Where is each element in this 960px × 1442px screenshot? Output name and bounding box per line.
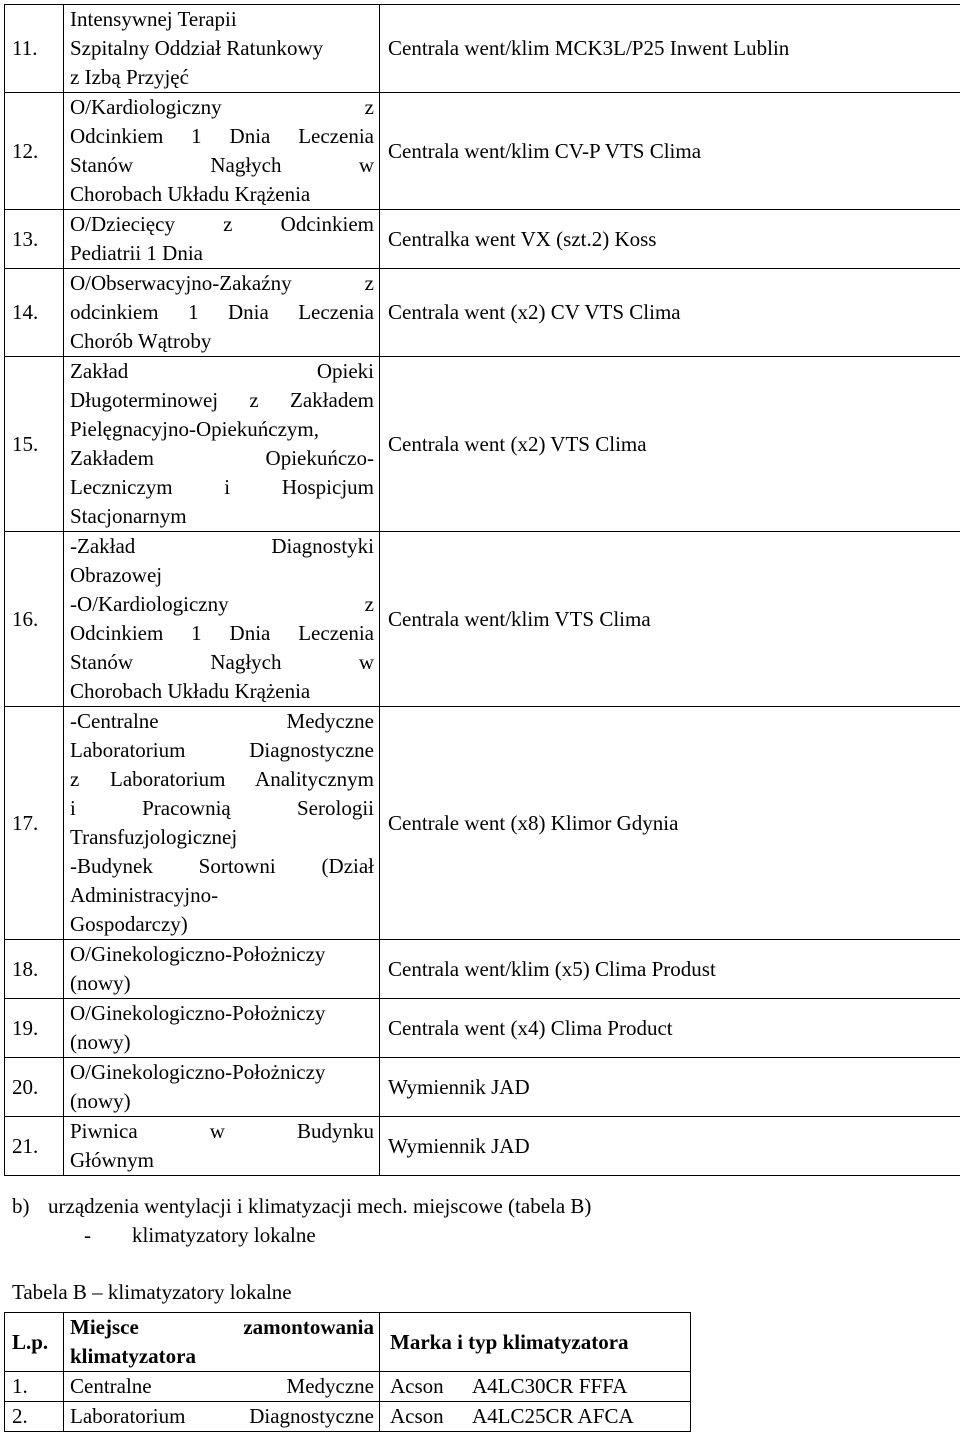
place-line: Szpitalny Oddział Ratunkowy xyxy=(70,36,324,60)
device-type: Centrala went/klim VTS Clima xyxy=(380,532,960,707)
table-row xyxy=(5,532,960,707)
device-type: Centrale went (x8) Klimor Gdynia xyxy=(380,707,960,940)
row-number: 15. xyxy=(5,357,64,532)
table-row xyxy=(5,1058,960,1117)
brand-name: Acson xyxy=(390,1374,444,1398)
place-line: -Centralne Medyczne xyxy=(70,709,374,733)
place-line: Leczniczym i Hospicjum xyxy=(70,475,374,499)
place-line: Pediatrii 1 Dnia xyxy=(70,241,203,265)
place-line: z Izbą Przyjęć xyxy=(70,65,189,89)
section-b-subitem xyxy=(12,1221,952,1250)
table-row xyxy=(5,707,960,940)
brand-name: Acson xyxy=(390,1404,444,1428)
row-number: 13. xyxy=(5,210,64,269)
row-number: 20. xyxy=(5,1058,64,1117)
place-line: Centralne Medyczne xyxy=(70,1374,374,1398)
place-line: O/Ginekologiczno-Położniczy xyxy=(70,1060,326,1084)
row-number: 17. xyxy=(5,707,64,940)
place-line: -O/Kardiologiczny z xyxy=(70,592,374,616)
device-type: Centrala went (x2) CV VTS Clima xyxy=(380,269,960,357)
section-b xyxy=(12,1192,952,1250)
section-heading-text: urządzenia wentylacji i klimatyzacji mech. miejscowe (tabela B) xyxy=(48,1194,592,1218)
row-number: 14. xyxy=(5,269,64,357)
column-header-brand: Marka i typ klimatyzatora xyxy=(380,1313,691,1372)
place-line: O/Obserwacyjno-Zakaźny z xyxy=(70,271,374,295)
installation-place xyxy=(64,1117,380,1176)
row-number: 12. xyxy=(5,93,64,210)
place-line: Transfuzjologicznej xyxy=(70,825,238,849)
subitem-text: klimatyzatory lokalne xyxy=(132,1223,316,1247)
place-line: Stacjonarnym xyxy=(70,504,187,528)
place-line: -Budynek Sortowni (Dział xyxy=(70,854,374,878)
installation-place xyxy=(64,707,380,940)
section-marker: b) xyxy=(12,1194,30,1218)
list-dash: - xyxy=(84,1223,91,1247)
column-header-place xyxy=(64,1313,380,1372)
place-line: Zakładem Opiekuńczo- xyxy=(70,446,374,470)
brand-model xyxy=(380,1372,691,1402)
table-row xyxy=(5,940,960,999)
place-line: Chorób Wątroby xyxy=(70,329,212,353)
installation-place xyxy=(64,357,380,532)
place-line: O/Ginekologiczno-Położniczy xyxy=(70,1001,326,1025)
device-type: Centrala went (x4) Clima Product xyxy=(380,999,960,1058)
installation-place xyxy=(64,940,380,999)
device-type: Wymiennik JAD xyxy=(380,1058,960,1117)
place-line: Intensywnej Terapii xyxy=(70,7,237,31)
table-header-row xyxy=(5,1313,691,1372)
place-line: (nowy) xyxy=(70,1030,131,1054)
installation-place xyxy=(64,1402,380,1432)
table-row xyxy=(5,210,960,269)
installation-place xyxy=(64,1058,380,1117)
row-number: 21. xyxy=(5,1117,64,1176)
place-line: Chorobach Układu Krążenia xyxy=(70,182,311,206)
installation-place xyxy=(64,5,380,93)
local-air-conditioners-table-b xyxy=(4,1312,691,1432)
place-line: Odcinkiem 1 Dnia Leczenia xyxy=(70,621,374,645)
table-row xyxy=(5,357,960,532)
place-line: Laboratorium Diagnostyczne xyxy=(70,1404,374,1428)
place-line: O/Dziecięcy z Odcinkiem xyxy=(70,212,374,236)
column-header-lp: L.p. xyxy=(5,1313,64,1372)
place-line: Stanów Nagłych w xyxy=(70,650,374,674)
table-row xyxy=(5,1402,691,1432)
place-line: Laboratorium Diagnostyczne xyxy=(70,738,374,762)
row-number: 19. xyxy=(5,999,64,1058)
place-line: (nowy) xyxy=(70,1089,131,1113)
ventilation-units-table-a xyxy=(4,4,960,1176)
installation-place xyxy=(64,210,380,269)
place-line: O/Ginekologiczno-Położniczy xyxy=(70,942,326,966)
place-line: Chorobach Układu Krążenia xyxy=(70,679,311,703)
model-name: A4LC25CR AFCA xyxy=(472,1404,634,1428)
model-name: A4LC30CR FFFA xyxy=(472,1374,628,1398)
installation-place xyxy=(64,999,380,1058)
table-row xyxy=(5,1117,960,1176)
table-row xyxy=(5,999,960,1058)
row-number: 2. xyxy=(5,1402,64,1432)
place-line: (nowy) xyxy=(70,971,131,995)
place-line: i Pracownią Serologii xyxy=(70,796,374,820)
installation-place xyxy=(64,93,380,210)
place-line: Odcinkiem 1 Dnia Leczenia xyxy=(70,124,374,148)
place-line: Zakład Opieki xyxy=(70,359,374,383)
place-line: Głównym xyxy=(70,1148,154,1172)
device-type: Centrala went/klim MCK3L/P25 Inwent Lublin xyxy=(380,5,960,93)
installation-place xyxy=(64,1372,380,1402)
installation-place xyxy=(64,532,380,707)
place-line: Administracyjno- xyxy=(70,883,219,907)
table-row xyxy=(5,5,960,93)
table-row xyxy=(5,269,960,357)
device-type: Centrala went/klim (x5) Clima Produst xyxy=(380,940,960,999)
row-number: 18. xyxy=(5,940,64,999)
table-row xyxy=(5,93,960,210)
place-line: -Zakład Diagnostyki xyxy=(70,534,374,558)
device-type: Wymiennik JAD xyxy=(380,1117,960,1176)
place-line: Gospodarczy) xyxy=(70,912,188,936)
header-line: Miejsce zamontowania xyxy=(70,1315,374,1339)
section-b-heading xyxy=(12,1192,952,1221)
place-line: z Laboratorium Analitycznym xyxy=(70,767,374,791)
row-number: 1. xyxy=(5,1372,64,1402)
brand-model xyxy=(380,1402,691,1432)
place-line: odcinkiem 1 Dnia Leczenia xyxy=(70,300,374,324)
place-line: O/Kardiologiczny z xyxy=(70,95,374,119)
place-line: Stanów Nagłych w xyxy=(70,153,374,177)
row-number: 16. xyxy=(5,532,64,707)
device-type: Centralka went VX (szt.2) Koss xyxy=(380,210,960,269)
installation-place xyxy=(64,269,380,357)
place-line: Obrazowej xyxy=(70,563,163,587)
row-number: 11. xyxy=(5,5,64,93)
table-row xyxy=(5,1372,691,1402)
place-line: Długoterminowej z Zakładem xyxy=(70,388,374,412)
place-line: Pielęgnacyjno-Opiekuńczym, xyxy=(70,417,320,441)
table-b-caption: Tabela B – klimatyzatory lokalne xyxy=(12,1280,292,1304)
header-line: klimatyzatora xyxy=(70,1344,196,1368)
device-type: Centrala went/klim CV-P VTS Clima xyxy=(380,93,960,210)
device-type: Centrala went (x2) VTS Clima xyxy=(380,357,960,532)
place-line: Piwnica w Budynku xyxy=(70,1119,374,1143)
